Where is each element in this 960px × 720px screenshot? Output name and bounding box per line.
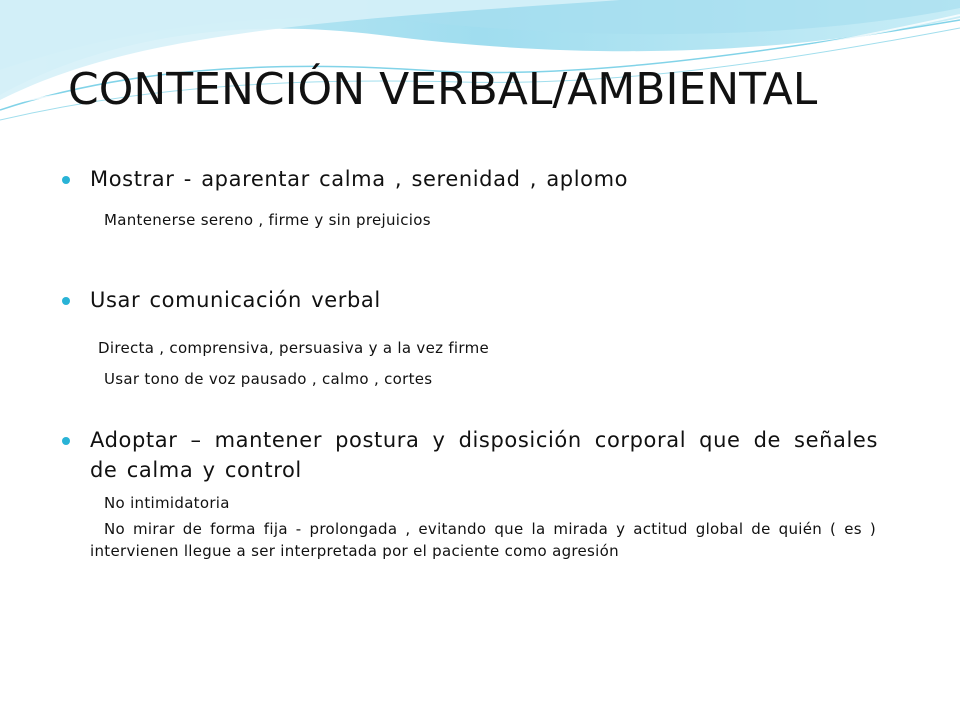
sub-item: Usar tono de voz pausado , calmo , cortes xyxy=(104,370,433,388)
sub-item: Directa , comprensiva, persuasiva y a la vez firme xyxy=(98,339,490,357)
bullet-dot-icon xyxy=(62,176,70,184)
bullet-item-3 xyxy=(62,425,878,485)
bullet-text: Mostrar - aparentar calma , serenidad , aplomo xyxy=(90,167,629,191)
bullet-item-1 xyxy=(62,164,878,194)
bullet-dot-icon xyxy=(62,437,70,445)
bullet-item-2 xyxy=(62,285,878,315)
sub-item: No intimidatoria xyxy=(104,494,230,512)
sub-item: Mantenerse sereno , firme y sin prejuicios xyxy=(104,211,431,229)
bullet-text: Usar comunicación verbal xyxy=(90,288,381,312)
bullet-dot-icon xyxy=(62,297,70,305)
slide-title: CONTENCIÓN VERBAL/AMBIENTAL xyxy=(68,64,818,115)
sub-item: No mirar de forma fija - prolongada , evitando que la mirada y actitud global de quién ( es ) intervienen llegue a ser interpretada por el paciente como agresión xyxy=(90,520,876,560)
bullet-text: Adoptar – mantener postura y disposición corporal que de señales de calma y control xyxy=(90,428,878,482)
